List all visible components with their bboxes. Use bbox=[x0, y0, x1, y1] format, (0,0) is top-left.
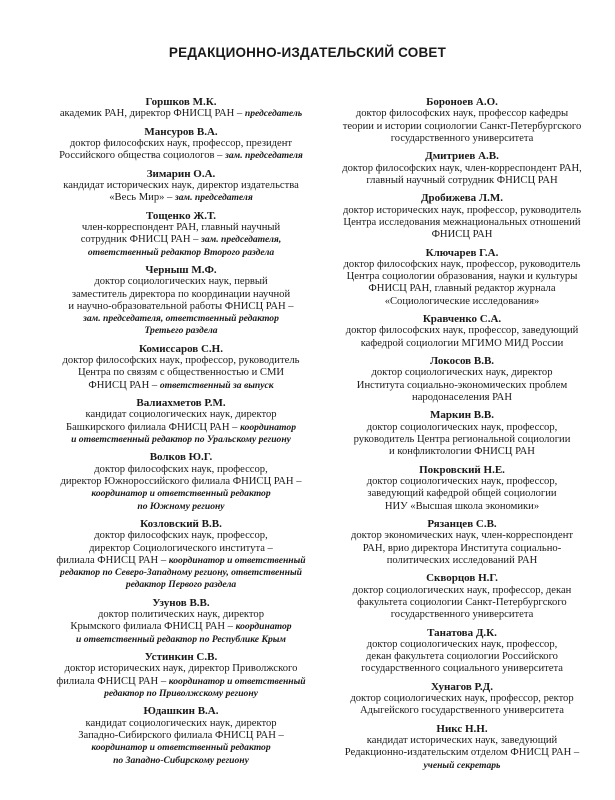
council-member bbox=[35, 264, 327, 338]
member-position: заместитель директора по координации научной bbox=[71, 288, 291, 300]
member-position: ФНИСЦ РАН – bbox=[88, 379, 160, 391]
member-name: Маркин В.В. bbox=[430, 409, 494, 422]
council-member bbox=[35, 451, 327, 512]
member-position: доктор исторических наук, профессор, руководитель bbox=[342, 204, 582, 216]
member-name: Горшков М.К. bbox=[145, 96, 217, 108]
member-role: координатор bbox=[235, 621, 292, 633]
council-member bbox=[35, 343, 327, 392]
member-name: Юдашкин В.А. bbox=[143, 705, 219, 718]
member-description-line bbox=[312, 259, 612, 271]
member-description-line bbox=[312, 133, 612, 145]
council-member bbox=[312, 192, 612, 241]
council-member bbox=[35, 397, 327, 446]
council-member bbox=[35, 96, 327, 121]
member-description-line bbox=[35, 609, 327, 621]
member-role: ответственный редактор Второго раздела bbox=[87, 246, 275, 258]
member-name: Никс Н.Н. bbox=[436, 722, 488, 735]
member-description-line bbox=[35, 234, 327, 246]
member-description-line bbox=[312, 705, 612, 717]
member-position: Российского общества социологов – bbox=[59, 150, 226, 162]
member-position: доктор философских наук, член-корреспондент РАН, bbox=[342, 162, 582, 174]
member-description-line bbox=[312, 205, 612, 217]
member-description-line bbox=[312, 747, 612, 759]
member-description-line bbox=[312, 446, 612, 458]
page-title: РЕДАКЦИОННО-ИЗДАТЕЛЬСКИЙ СОВЕТ bbox=[168, 45, 447, 60]
council-member bbox=[35, 651, 327, 700]
member-description-line bbox=[35, 555, 327, 567]
member-position: кандидат исторических наук, директор издательства bbox=[63, 179, 299, 191]
member-role: зам. председателя bbox=[225, 150, 303, 162]
council-member bbox=[312, 518, 612, 567]
member-description-line bbox=[35, 355, 327, 367]
council-member bbox=[35, 518, 327, 592]
council-member bbox=[312, 627, 612, 676]
member-position: доктор философских наук, профессор кафедры bbox=[355, 108, 569, 120]
member-description-line bbox=[312, 296, 612, 308]
council-member bbox=[35, 210, 327, 259]
member-description-line bbox=[312, 476, 612, 488]
member-description-line bbox=[312, 760, 612, 772]
member-name: Кравченко С.А. bbox=[422, 313, 502, 326]
member-name: Волков Ю.Г. bbox=[149, 451, 213, 464]
member-position: доктор социологических наук, профессор, bbox=[366, 475, 558, 487]
member-position: доктор экономических наук, член-корреспондент bbox=[350, 530, 574, 542]
member-description-line bbox=[35, 222, 327, 234]
member-position: Западно-Сибирского филиала ФНИСЦ РАН – bbox=[78, 729, 284, 741]
member-position: государственного университета bbox=[390, 132, 534, 144]
member-role: редактор Первого раздела bbox=[125, 579, 237, 591]
member-position: директор Социологического института – bbox=[89, 542, 273, 554]
member-description-line bbox=[312, 735, 612, 747]
member-name: Тощенко Ж.Т. bbox=[146, 209, 216, 222]
member-position: Крымского филиала ФНИСЦ РАН – bbox=[70, 621, 236, 633]
council-member bbox=[312, 723, 612, 772]
member-position: директор Южнороссийского филиала ФНИСЦ РАН – bbox=[60, 475, 302, 487]
member-description-line bbox=[35, 289, 327, 301]
member-description-line bbox=[312, 693, 612, 705]
member-description-line bbox=[35, 742, 327, 754]
council-member bbox=[312, 150, 612, 187]
member-role: по Западно-Сибирскому региону bbox=[113, 754, 249, 766]
member-position: доктор социологических наук, профессор, декан bbox=[352, 584, 572, 596]
member-description-line bbox=[312, 108, 612, 120]
member-position: Центра по связям с общественностью и СМИ bbox=[77, 367, 285, 379]
member-role: зам. председателя, ответственный редактор bbox=[83, 313, 279, 325]
member-name: Валиахметов Р.М. bbox=[136, 397, 226, 410]
member-position: НИУ «Высшая школа экономики» bbox=[384, 500, 540, 512]
member-role: по Южному региону bbox=[137, 500, 225, 512]
member-position: Адыгейского государственного университета bbox=[360, 705, 564, 717]
member-position: РАН, врио директора Института социально- bbox=[362, 542, 562, 554]
member-position: ФНИСЦ РАН bbox=[431, 229, 493, 241]
member-description-line bbox=[35, 409, 327, 421]
member-description-line bbox=[312, 609, 612, 621]
member-position: государственного университета bbox=[390, 609, 534, 621]
member-position: главный научный сотрудник ФНИСЦ РАН bbox=[366, 174, 558, 186]
member-description-line bbox=[35, 138, 327, 150]
member-name: Черныш М.Ф. bbox=[145, 263, 217, 276]
member-position: народонаселения РАН bbox=[412, 392, 512, 403]
member-role: Третьего раздела bbox=[144, 325, 218, 337]
member-name: Рязанцев С.В. bbox=[427, 517, 497, 530]
member-description-line bbox=[312, 663, 612, 675]
member-description-line bbox=[312, 422, 612, 434]
member-role: ответственный за выпуск bbox=[159, 379, 274, 391]
member-description-line bbox=[35, 718, 327, 730]
member-position: кафедрой социологии МГИМО МИД России bbox=[360, 337, 564, 349]
council-member bbox=[35, 168, 327, 205]
member-position: Центра исследования межнациональных отношений bbox=[343, 216, 581, 228]
member-position: кандидат социологических наук, директор bbox=[85, 409, 277, 421]
member-description-line bbox=[312, 639, 612, 651]
member-position: доктор философских наук, профессор, bbox=[94, 530, 268, 542]
member-name: Дмитриев А.В. bbox=[425, 150, 499, 163]
member-description-line bbox=[35, 634, 327, 646]
member-name: Дробижева Л.М. bbox=[420, 192, 503, 205]
member-role: редактор по Северо-Западному региону, ответственный bbox=[60, 567, 302, 579]
member-position: доктор исторических наук, директор Приволжского bbox=[64, 663, 298, 675]
member-position: Института социально-экономических проблем bbox=[356, 379, 568, 391]
council-member bbox=[312, 247, 612, 308]
member-description-line bbox=[35, 301, 327, 313]
member-position: доктор социологических наук, первый bbox=[94, 276, 268, 288]
member-description-line bbox=[312, 434, 612, 446]
member-role: координатор bbox=[240, 421, 296, 433]
member-description-line bbox=[312, 271, 612, 283]
member-description-line bbox=[312, 121, 612, 133]
member-description-line bbox=[312, 555, 612, 567]
member-position: доктор философских наук, профессор, руководитель bbox=[343, 258, 581, 270]
council-member bbox=[312, 681, 612, 718]
member-description-line bbox=[35, 755, 327, 767]
member-description-line bbox=[35, 247, 327, 259]
member-position: Редакционно-издательским отделом ФНИСЦ РАН – bbox=[344, 747, 580, 759]
member-description-line bbox=[35, 108, 327, 120]
member-description-line bbox=[35, 543, 327, 555]
member-position: руководитель Центра региональной социологии bbox=[353, 433, 571, 445]
member-position: факультета социологии Санкт-Петербургского bbox=[357, 596, 567, 608]
council-member bbox=[312, 96, 612, 145]
member-description-line bbox=[35, 325, 327, 337]
member-position: член-корреспондент РАН, главный научный bbox=[81, 221, 281, 233]
member-description-line bbox=[312, 543, 612, 555]
council-member bbox=[35, 705, 327, 766]
member-position: Центра социологии образования, науки и культуры bbox=[346, 271, 578, 283]
member-position: филиала ФНИСЦ РАН – bbox=[56, 675, 169, 687]
member-position: «Социологические исследования» bbox=[384, 295, 540, 307]
member-description-line bbox=[35, 501, 327, 513]
member-position: политических исследований РАН bbox=[386, 554, 538, 566]
member-description-line bbox=[312, 367, 612, 379]
member-description-line bbox=[312, 530, 612, 542]
member-position: и научно-образовательной работы ФНИСЦ РАН – bbox=[68, 300, 294, 312]
member-position: доктор философских наук, профессор, руководитель bbox=[62, 355, 300, 367]
member-name: Узунов В.В. bbox=[152, 596, 210, 609]
member-description-line bbox=[312, 163, 612, 175]
member-role: и ответственный редактор по Уральскому региону bbox=[71, 433, 291, 445]
member-name: Бороноев А.О. bbox=[426, 96, 498, 108]
member-description-line bbox=[35, 663, 327, 675]
member-description-line bbox=[35, 367, 327, 379]
member-position: Башкирского филиала ФНИСЦ РАН – bbox=[66, 421, 241, 433]
member-name: Комиссаров С.Н. bbox=[139, 342, 223, 355]
member-role: и ответственный редактор по Республике Крым bbox=[76, 633, 286, 645]
council-member bbox=[35, 126, 327, 163]
member-description-line bbox=[35, 579, 327, 591]
member-name: Мансуров В.А. bbox=[144, 125, 218, 138]
left-column bbox=[35, 96, 327, 772]
member-position: академик РАН, директор ФНИСЦ РАН – bbox=[59, 108, 245, 120]
member-name: Покровский Н.Е. bbox=[419, 463, 505, 476]
member-position: доктор социологических наук, профессор, ректор bbox=[350, 693, 574, 705]
member-description-line bbox=[312, 175, 612, 187]
member-name: Хунагов Р.Д. bbox=[431, 680, 493, 693]
council-member bbox=[312, 355, 612, 404]
member-position: заведующий кафедрой общей социологии bbox=[367, 488, 557, 500]
member-role: зам. председателя, bbox=[201, 234, 282, 246]
member-description-line bbox=[35, 464, 327, 476]
member-description-line bbox=[35, 422, 327, 434]
member-position: доктор философских наук, профессор, заведующий bbox=[345, 325, 579, 337]
member-description-line bbox=[35, 434, 327, 446]
member-position: теории и истории социологии Санкт-Петербургского bbox=[342, 120, 582, 132]
member-description-line bbox=[312, 501, 612, 513]
member-description-line bbox=[35, 676, 327, 688]
member-position: «Весь Мир» – bbox=[109, 192, 176, 204]
member-position: сотрудник ФНИСЦ РАН – bbox=[80, 234, 202, 246]
member-role: ученый секретарь bbox=[423, 759, 501, 771]
council-member bbox=[312, 572, 612, 621]
member-role: редактор по Приволжскому региону bbox=[104, 688, 258, 699]
member-description-line bbox=[35, 313, 327, 325]
member-description-line bbox=[312, 651, 612, 663]
member-description-line bbox=[35, 192, 327, 204]
member-description-line bbox=[35, 730, 327, 742]
member-position: кандидат социологических наук, директор bbox=[85, 717, 277, 729]
member-role: зам. председателя bbox=[175, 192, 253, 204]
member-position: ФНИСЦ РАН, главный редактор журнала bbox=[368, 283, 556, 295]
member-description-line bbox=[312, 585, 612, 597]
member-position: доктор социологических наук, профессор, bbox=[366, 638, 558, 650]
member-position: декан факультета социологии Российского bbox=[366, 651, 558, 663]
member-description-line bbox=[35, 530, 327, 542]
member-description-line bbox=[312, 217, 612, 229]
member-description-line bbox=[312, 283, 612, 295]
member-description-line bbox=[35, 488, 327, 500]
member-description-line bbox=[312, 325, 612, 337]
member-description-line bbox=[312, 380, 612, 392]
member-description-line bbox=[35, 567, 327, 579]
member-role: координатор и ответственный редактор bbox=[91, 488, 271, 500]
council-member bbox=[312, 313, 612, 350]
member-name: Зимарин О.А. bbox=[146, 167, 216, 180]
member-description-line bbox=[312, 338, 612, 350]
member-description-line bbox=[35, 150, 327, 162]
member-description-line bbox=[35, 180, 327, 192]
member-description-line bbox=[312, 392, 612, 404]
member-description-line bbox=[35, 476, 327, 488]
member-description-line bbox=[312, 597, 612, 609]
member-position: доктор социологических наук, директор bbox=[371, 367, 553, 379]
member-role: координатор и ответственный редактор bbox=[91, 742, 271, 754]
member-description-line bbox=[35, 621, 327, 633]
right-column bbox=[312, 96, 612, 777]
member-role: председатель bbox=[244, 108, 303, 120]
council-member bbox=[312, 409, 612, 458]
member-name: Устинкин С.В. bbox=[144, 651, 218, 664]
member-name: Скворцов Н.Г. bbox=[426, 572, 498, 585]
member-position: доктор философских наук, профессор, президент bbox=[69, 137, 293, 149]
member-description-line bbox=[35, 688, 327, 700]
member-position: и конфликтологии ФНИСЦ РАН bbox=[389, 446, 535, 458]
member-position: доктор философских наук, профессор, bbox=[94, 463, 268, 475]
member-description-line bbox=[312, 488, 612, 500]
member-name: Ключарев Г.А. bbox=[425, 246, 499, 259]
council-member bbox=[312, 464, 612, 513]
member-description-line bbox=[35, 380, 327, 392]
member-role: координатор и ответственный bbox=[168, 675, 306, 687]
member-description-line bbox=[312, 229, 612, 241]
member-position: государственного социального университета bbox=[361, 663, 563, 675]
member-role: координатор и ответственный bbox=[168, 554, 306, 566]
member-position: филиала ФНИСЦ РАН – bbox=[56, 554, 169, 566]
member-name: Танатова Д.К. bbox=[427, 626, 497, 639]
member-name: Козловский В.В. bbox=[140, 517, 222, 530]
member-position: кандидат исторических наук, заведующий bbox=[366, 735, 558, 747]
council-member bbox=[35, 597, 327, 646]
member-description-line bbox=[35, 276, 327, 288]
member-position: доктор социологических наук, профессор, bbox=[366, 421, 558, 433]
member-position: доктор политических наук, директор bbox=[98, 609, 264, 621]
member-name: Локосов В.В. bbox=[429, 355, 495, 368]
